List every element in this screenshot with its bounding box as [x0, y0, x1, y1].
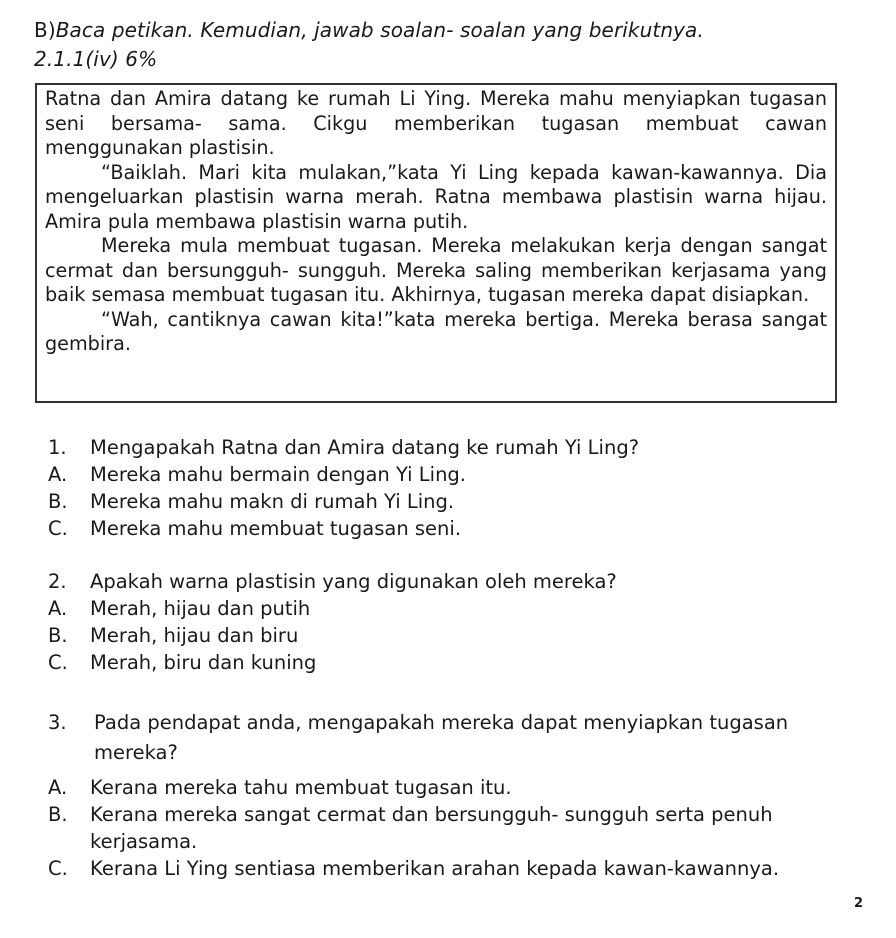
option-text: Merah, hijau dan putih	[90, 597, 311, 620]
option-a[interactable]	[48, 595, 878, 622]
question-stem	[48, 568, 878, 595]
option-text: Mereka mahu membuat tugasan seni.	[90, 517, 462, 540]
question-text: Pada pendapat anda, mengapakah mereka dapat menyiapkan tugasan mereka?	[94, 711, 789, 764]
option-c[interactable]	[48, 649, 878, 676]
page-number: 2	[854, 896, 864, 911]
question-number: 3.	[48, 711, 67, 734]
instruction-line	[34, 16, 704, 45]
option-b[interactable]	[48, 801, 878, 855]
option-text: Mereka mahu makn di rumah Yi Ling.	[90, 490, 455, 513]
question-2	[48, 568, 878, 676]
option-c[interactable]	[48, 515, 878, 542]
option-b[interactable]	[48, 488, 878, 515]
passage-paragraph-3: Mereka mula membuat tugasan. Mereka melakukan kerja dengan sangat cermat dan bersungguh- sungguh. Mereka saling memberikan kerjasama yang baik semasa membuat tugasan itu. Akhirnya, tugasan mereka dapat disiapkan.	[45, 234, 827, 306]
question-text: Apakah warna plastisin yang digunakan oleh mereka?	[90, 570, 617, 593]
option-text: Mereka mahu bermain dengan Yi Ling.	[90, 463, 467, 486]
question-1	[48, 434, 878, 542]
option-label: C.	[48, 651, 68, 674]
passage-paragraph-2: “Baiklah. Mari kita mulakan,”kata Yi Ling kepada kawan-kawannya. Dia mengeluarkan plastisin warna merah. Ratna membawa plastisin warna hijau. Amira pula membawa plastisin warna putih.	[45, 160, 827, 233]
option-text: Kerana mereka tahu membuat tugasan itu.	[90, 776, 512, 799]
standard-code: 2.1.1(iv) 6%	[34, 47, 158, 71]
option-text: Kerana Li Ying sentiasa memberikan arahan kepada kawan-kawannya.	[90, 857, 780, 880]
passage-paragraph-1: Ratna dan Amira datang ke rumah Li Ying. Mereka mahu menyiapkan tugasan seni bersama- sama. Cikgu memberikan tugasan membuat cawan menggunakan plastisin.	[45, 87, 827, 159]
option-label: C.	[48, 857, 68, 880]
question-text: Mengapakah Ratna dan Amira datang ke rumah Yi Ling?	[90, 436, 640, 459]
question-3	[48, 708, 878, 882]
option-text: Kerana mereka sangat cermat dan bersungguh- sungguh serta penuh kerjasama.	[90, 803, 773, 853]
question-number: 1.	[48, 436, 67, 459]
option-a[interactable]	[48, 461, 878, 488]
question-stem	[48, 434, 878, 461]
option-label: A.	[48, 597, 68, 620]
passage-paragraph-4: “Wah, cantiknya cawan kita!”kata mereka bertiga. Mereka berasa sangat gembira.	[45, 307, 827, 355]
question-number: 2.	[48, 570, 67, 593]
option-c[interactable]	[48, 855, 878, 882]
option-text: Merah, biru dan kuning	[90, 651, 317, 674]
option-label: B.	[48, 624, 68, 647]
option-label: B.	[48, 803, 68, 826]
section-prefix: B)	[34, 18, 56, 42]
instruction-header	[34, 16, 704, 74]
option-b[interactable]	[48, 622, 878, 649]
reading-passage-box	[35, 83, 837, 403]
question-stem	[48, 708, 878, 768]
option-label: C.	[48, 517, 68, 540]
option-a[interactable]	[48, 774, 878, 801]
option-label: A.	[48, 776, 68, 799]
option-label: A.	[48, 463, 68, 486]
option-text: Merah, hijau dan biru	[90, 624, 299, 647]
instruction-text: Baca petikan. Kemudian, jawab soalan- soalan yang berikutnya.	[55, 18, 704, 42]
option-label: B.	[48, 490, 68, 513]
